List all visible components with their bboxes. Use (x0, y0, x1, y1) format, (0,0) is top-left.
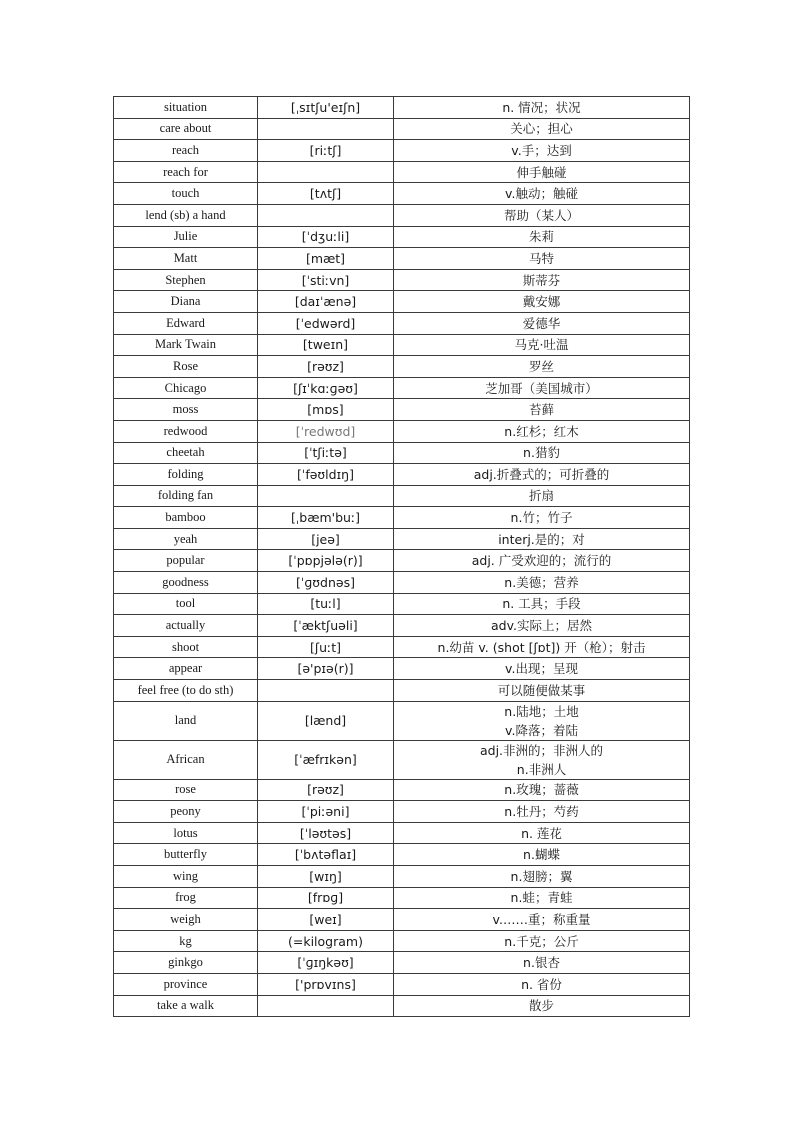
table-row (114, 377, 690, 399)
meaning-cell: 帮助（某人） (394, 204, 690, 226)
meaning-cell: 戴安娜 (394, 291, 690, 313)
meaning-cell: adj. 广受欢迎的；流行的 (394, 550, 690, 572)
meaning-cell: n.竹；竹子 (394, 507, 690, 529)
table-row (114, 312, 690, 334)
word-cell: Julie (114, 226, 258, 248)
meaning-cell: n.千克；公斤 (394, 930, 690, 952)
meaning-cell: 斯蒂芬 (394, 269, 690, 291)
meaning-cell: n.猎豹 (394, 442, 690, 464)
table-row (114, 226, 690, 248)
table-row (114, 356, 690, 378)
phonetic-cell: [riːtʃ] (258, 140, 394, 162)
meaning-cell: adj.折叠式的；可折叠的 (394, 464, 690, 486)
phonetic-cell: [lænd] (258, 701, 394, 740)
table-row (114, 844, 690, 866)
meaning-cell: 芝加哥（美国城市） (394, 377, 690, 399)
table-row (114, 161, 690, 183)
table-row (114, 269, 690, 291)
table-row (114, 118, 690, 140)
phonetic-cell: [ˈstiːvn] (258, 269, 394, 291)
phonetic-cell: ['prɒvɪns] (258, 973, 394, 995)
word-cell: Stephen (114, 269, 258, 291)
table-row (114, 930, 690, 952)
word-cell: wing (114, 866, 258, 888)
word-cell: cheetah (114, 442, 258, 464)
phonetic-cell (258, 118, 394, 140)
phonetic-cell: [ˌbæm'buː] (258, 507, 394, 529)
table-row (114, 801, 690, 823)
phonetic-cell: [ˈedwərd] (258, 312, 394, 334)
table-row (114, 399, 690, 421)
meaning-cell: 伸手触碰 (394, 161, 690, 183)
word-cell: tool (114, 593, 258, 615)
meaning-cell: 朱莉 (394, 226, 690, 248)
word-cell: rose (114, 779, 258, 801)
phonetic-cell: [ˈpɒpjələ(r)] (258, 550, 394, 572)
meaning-cell: n.翅膀；翼 (394, 866, 690, 888)
table-row (114, 952, 690, 974)
phonetic-cell: [ˈtʃiːtə] (258, 442, 394, 464)
meaning-cell: 罗丝 (394, 356, 690, 378)
table-row (114, 204, 690, 226)
word-cell: African (114, 740, 258, 779)
vocabulary-table-body (114, 97, 690, 1017)
meaning-cell: n. 情况；状况 (394, 97, 690, 119)
table-row (114, 183, 690, 205)
meaning-cell: n. 省份 (394, 973, 690, 995)
word-cell: Diana (114, 291, 258, 313)
word-cell: reach for (114, 161, 258, 183)
word-cell: lend (sb) a hand (114, 204, 258, 226)
table-row (114, 822, 690, 844)
meaning-cell: 折扇 (394, 485, 690, 507)
table-row (114, 995, 690, 1017)
phonetic-cell: [ˈpiːəni] (258, 801, 394, 823)
phonetic-cell: [wɪŋ] (258, 866, 394, 888)
phonetic-cell: [rəʊz] (258, 779, 394, 801)
meaning-cell: 关心；担心 (394, 118, 690, 140)
meaning-cell: n.银杏 (394, 952, 690, 974)
table-row (114, 97, 690, 119)
table-row (114, 442, 690, 464)
word-cell: feel free (to do sth) (114, 680, 258, 702)
table-row (114, 973, 690, 995)
table-row (114, 507, 690, 529)
word-cell: touch (114, 183, 258, 205)
word-cell: kg (114, 930, 258, 952)
meaning-cell: n. 工具；手段 (394, 593, 690, 615)
word-cell: bamboo (114, 507, 258, 529)
phonetic-cell: [tʌtʃ] (258, 183, 394, 205)
word-cell: reach (114, 140, 258, 162)
table-row (114, 550, 690, 572)
vocabulary-table (113, 96, 690, 1017)
table-row (114, 615, 690, 637)
table-row (114, 740, 690, 779)
table-row (114, 909, 690, 931)
meaning-cell: 爱德华 (394, 312, 690, 334)
meaning-cell: v.手；达到 (394, 140, 690, 162)
word-cell: ginkgo (114, 952, 258, 974)
meaning-cell: n.牡丹；芍药 (394, 801, 690, 823)
phonetic-cell: [ˈdʒuːli] (258, 226, 394, 248)
word-cell: moss (114, 399, 258, 421)
table-row (114, 291, 690, 313)
phonetic-cell: [tuːl] (258, 593, 394, 615)
meaning-cell (394, 740, 690, 779)
phonetic-cell: [ˈæktʃuəli] (258, 615, 394, 637)
phonetic-cell: [ˌsɪtʃu'eɪʃn] (258, 97, 394, 119)
phonetic-cell: [ʃuːt] (258, 636, 394, 658)
phonetic-cell (258, 995, 394, 1017)
table-row (114, 334, 690, 356)
word-cell: Edward (114, 312, 258, 334)
table-row (114, 593, 690, 615)
word-cell: land (114, 701, 258, 740)
phonetic-cell: [ʃɪˈkɑːɡəʊ] (258, 377, 394, 399)
meaning-cell: n.玫瑰；蔷薇 (394, 779, 690, 801)
meaning-cell: v.触动；触碰 (394, 183, 690, 205)
phonetic-cell: [ˈɡɪŋkəʊ] (258, 952, 394, 974)
table-row (114, 572, 690, 594)
phonetic-cell (258, 204, 394, 226)
phonetic-cell (258, 680, 394, 702)
meaning-cell: 可以随便做某事 (394, 680, 690, 702)
meaning-cell: n. 莲花 (394, 822, 690, 844)
table-row (114, 680, 690, 702)
meaning-cell (394, 701, 690, 740)
word-cell: folding fan (114, 485, 258, 507)
meaning-cell: n.幼苗 v. (shot [ʃɒt]) 开（枪）；射击 (394, 636, 690, 658)
word-cell: popular (114, 550, 258, 572)
phonetic-cell (258, 485, 394, 507)
phonetic-cell: [ˈredwʊd] (258, 420, 394, 442)
table-row (114, 866, 690, 888)
word-cell: Rose (114, 356, 258, 378)
word-cell: yeah (114, 528, 258, 550)
meaning-cell: adv.实际上；居然 (394, 615, 690, 637)
word-cell: goodness (114, 572, 258, 594)
word-cell: peony (114, 801, 258, 823)
word-cell: weigh (114, 909, 258, 931)
phonetic-cell: [rəʊz] (258, 356, 394, 378)
phonetic-cell: (=kilogram) (258, 930, 394, 952)
word-cell: care about (114, 118, 258, 140)
word-cell: butterfly (114, 844, 258, 866)
phonetic-cell (258, 161, 394, 183)
phonetic-cell: [ˈɡʊdnəs] (258, 572, 394, 594)
phonetic-cell: [mæt] (258, 248, 394, 270)
phonetic-cell: [daɪˈænə] (258, 291, 394, 313)
table-row (114, 779, 690, 801)
phonetic-cell: [frɒɡ] (258, 887, 394, 909)
meaning-cell: interj.是的；对 (394, 528, 690, 550)
word-cell: lotus (114, 822, 258, 844)
table-row (114, 140, 690, 162)
phonetic-cell: [mɒs] (258, 399, 394, 421)
word-cell: province (114, 973, 258, 995)
meaning-cell: n.蝴蝶 (394, 844, 690, 866)
table-row (114, 658, 690, 680)
table-row (114, 636, 690, 658)
meaning-cell: 苔藓 (394, 399, 690, 421)
word-cell: appear (114, 658, 258, 680)
phonetic-cell: [ˈləʊtəs] (258, 822, 394, 844)
meaning-cell: 马特 (394, 248, 690, 270)
meaning-cell: v.……重；称重量 (394, 909, 690, 931)
meaning-cell: n.蛙；青蛙 (394, 887, 690, 909)
word-cell: Mark Twain (114, 334, 258, 356)
table-row (114, 528, 690, 550)
phonetic-cell: [ˈfəʊldɪŋ] (258, 464, 394, 486)
word-cell: actually (114, 615, 258, 637)
meaning-line: n.陆地；土地 (504, 703, 579, 719)
table-row (114, 464, 690, 486)
word-cell: take a walk (114, 995, 258, 1017)
meaning-cell: 散步 (394, 995, 690, 1017)
meaning-cell: v.出现；呈现 (394, 658, 690, 680)
word-cell: situation (114, 97, 258, 119)
table-row (114, 420, 690, 442)
meaning-cell: 马克·吐温 (394, 334, 690, 356)
meaning-line: n.非洲人 (516, 761, 567, 777)
word-cell: redwood (114, 420, 258, 442)
table-row (114, 701, 690, 740)
table-row (114, 887, 690, 909)
phonetic-cell: [tweɪn] (258, 334, 394, 356)
word-cell: frog (114, 887, 258, 909)
meaning-cell: n.红杉；红木 (394, 420, 690, 442)
meaning-cell: n.美德；营养 (394, 572, 690, 594)
word-cell: folding (114, 464, 258, 486)
phonetic-cell: [ˈbʌtəflaɪ] (258, 844, 394, 866)
word-cell: Matt (114, 248, 258, 270)
phonetic-cell: [jeə] (258, 528, 394, 550)
phonetic-cell: [weɪ] (258, 909, 394, 931)
meaning-line: adj.非洲的；非洲人的 (479, 742, 604, 758)
table-row (114, 485, 690, 507)
table-row (114, 248, 690, 270)
word-cell: shoot (114, 636, 258, 658)
word-cell: Chicago (114, 377, 258, 399)
meaning-line: v.降落；着陆 (505, 722, 578, 738)
phonetic-cell: [ˈæfrɪkən] (258, 740, 394, 779)
phonetic-cell: [ə'pɪə(r)] (258, 658, 394, 680)
